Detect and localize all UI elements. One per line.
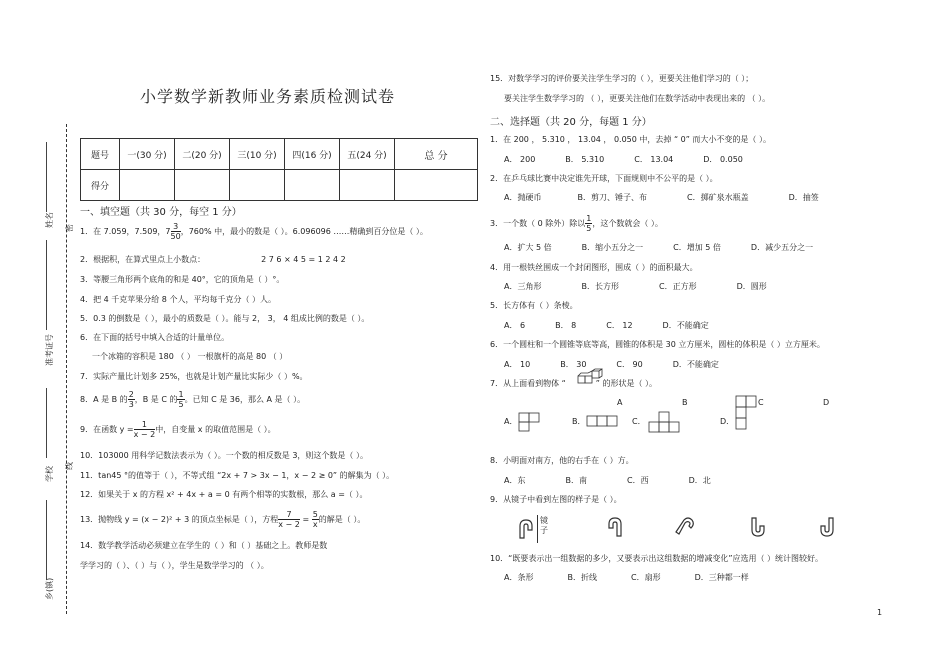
view-option-c-icon	[648, 411, 680, 433]
question-4: 4．把 4 千克苹果分给 8 个人，平均每千克分（ ）人。	[80, 295, 276, 304]
score-header-cell: 题号	[81, 139, 120, 170]
mirror-label: 镜子	[540, 516, 548, 535]
score-header-cell: 总 分	[395, 139, 478, 170]
question-5: 5．0.3 的倒数是（ ），最小的质数是（ ）。能与 2， 3， 4 组成比例的数是（ ）。	[80, 314, 370, 323]
binding-dotted-line	[66, 124, 67, 614]
score-row	[81, 170, 478, 201]
choice-7-option-a-label: A．	[504, 417, 518, 426]
question-7: 7．实际产量比计划多 25%，也就是计划产量比实际少（ ）%。	[80, 372, 308, 381]
line-mark: 线	[65, 462, 74, 470]
choice-1-options: A． 200 B． 5.310 C． 13.04 D． 0.050	[504, 155, 743, 164]
choice-7-option-c-label: C．	[632, 417, 646, 426]
score-row-label: 得分	[81, 170, 120, 201]
town-field-line[interactable]	[46, 500, 47, 580]
question-8: 8．A 是 B 的 $\frac{2}{3}$ ，B 是 C 的 $\frac{1}{5}$ 。已知 C 是 36，那么 A 是（ ）。	[80, 390, 306, 409]
score-cell[interactable]	[230, 170, 285, 201]
score-table	[80, 138, 478, 201]
score-cell[interactable]	[120, 170, 175, 201]
choice-8: 8．小明面对南方，他的右手在（ ）方。	[490, 456, 634, 465]
mirror-option-a-icon	[605, 516, 625, 538]
choice-9: 9．从镜子中看到左图的样子是（ ）。	[490, 495, 622, 504]
page-title: 小学数学新教师业务素质检测试卷	[140, 87, 396, 106]
score-header-cell: 三(10 分)	[230, 139, 285, 170]
name-field-line[interactable]	[46, 142, 47, 212]
choice-6: 6．一个圆柱和一个圆锥等底等高，圆锥的体积是 30 立方厘米，圆柱的体积是（ ）立方厘米。	[490, 340, 825, 349]
cube-object-icon	[576, 368, 604, 386]
choice-10-options: A．条形 B．折线 C．扇形 D．三种都一样	[504, 573, 749, 582]
choice-5-options: A． 6 B． 8 C． 12 D．不能确定	[504, 321, 709, 330]
choice-6-options: A． 10 B． 30 C． 90 D．不能确定	[504, 360, 719, 369]
question-6: 6．在下面的括号中填入合适的计量单位。	[80, 333, 230, 342]
question-11: 11．tan45 °的值等于（ ），不等式组 “2x + 7 > 3x − 1，x − 2 ≥ 0” 的解集为（ ）。	[80, 471, 395, 480]
choice-4: 4．用一根铁丝围成一个封闭图形，围成（ ）的面积最大。	[490, 263, 698, 272]
choice-7: 7．从上面看到物体 “ ” 的形状是（ ）。	[490, 379, 658, 388]
view-option-b-icon	[586, 415, 618, 427]
choice-10: 10．“既要表示出一组数据的多少，又要表示出这组数据的增减变化”应选用（ ）统计图较好。	[490, 554, 824, 563]
question-14-cont: 学学习的（ ）、（ ）与（ ），学生是数学学习的 （ ）。	[80, 561, 269, 570]
question-15: 15．对数学学习的评价要关注学生学习的（ ），更要关注他们学习的（ ）；	[490, 74, 754, 83]
view-option-d-icon	[735, 395, 757, 431]
exam-no-label: 准考证号	[45, 334, 54, 366]
choice-2-options: A．抛硬币 B．剪刀、锤子、布 C．掷矿泉水瓶盖 D．抽签	[504, 193, 819, 202]
choice-7-option-d-label: D．	[720, 417, 735, 426]
score-cell[interactable]	[285, 170, 340, 201]
exam-no-field-line[interactable]	[46, 240, 47, 330]
question-1: 1．在 7.059，7.509，7 $\frac{3}{50}$ ，760% 中，最小的数是（ ）。6.096096 ……精确到百分位是（ ）。	[80, 222, 428, 241]
school-field-line[interactable]	[46, 388, 47, 458]
question-13: 13．抛物线 y = (x − 2)² + 3 的顶点坐标是（ ），方程 $\frac{7}{x - 2}$ = $\frac{5}{x}$ 的解是（ ）。	[80, 510, 366, 529]
choice-8-options: A．东 B．南 C．西 D．北	[504, 476, 711, 485]
question-2: 2．根据积，在算式里点上小数点： 2 7 6 × 4 5 = 1 2 4 2	[80, 255, 346, 264]
hook-shape-icon	[516, 518, 536, 540]
name-label: 姓名	[45, 212, 54, 228]
choice-3-options: A．扩大 5 倍 B．缩小五分之一 C．增加 5 倍 D．减少五分之一	[504, 243, 814, 252]
score-cell[interactable]	[395, 170, 478, 201]
choice-3: 3．一个数（ 0 除外）除以 $\frac{1}{5}$ ，这个数就会（ ）。	[490, 214, 663, 233]
question-9: 9．在函数 y = $\frac{1}{x - 2}$ 中，自变量 x 的取值范围是（ ）。	[80, 420, 276, 439]
score-header-cell: 二(20 分)	[175, 139, 230, 170]
score-header-cell: 五(24 分)	[340, 139, 395, 170]
score-header-row	[81, 139, 478, 170]
score-cell[interactable]	[175, 170, 230, 201]
seal-mark: 密	[65, 224, 74, 232]
fraction: $\frac{3}{50}$	[170, 222, 181, 241]
section2-heading: 二、选择题（共 20 分，每题 1 分）	[490, 117, 652, 128]
question-3: 3．等腰三角形两个底角的和是 40°，它的顶角是（ ）°。	[80, 275, 285, 284]
question-10: 10．103000 用科学记数法表示为（ ）。一个数的相反数是 3，则这个数是（ ）。	[80, 451, 368, 460]
question-14: 14．数学教学活动必须建立在学生的（ ）和（ ）基础之上。教师是数	[80, 541, 328, 550]
mirror-option-d-icon	[817, 516, 837, 538]
choice-2: 2．在乒乓球比赛中决定谁先开球，下面规则中不公平的是（ ）。	[490, 174, 718, 183]
choice-7-letter-b: B	[682, 398, 688, 407]
choice-7-letter-d: D	[823, 398, 830, 407]
question-6-sub: 一个冰箱的容积是 180 （ ） 一根旗杆的高是 80 （ ）	[92, 352, 288, 361]
section1-heading: 一、填空题（共 30 分，每空 1 分）	[80, 207, 242, 218]
mirror-line	[537, 515, 538, 543]
choice-7-letter-c: C	[758, 398, 764, 407]
question-15-cont: 要关注学生数学学习的 （ ），更要关注他们在数学活动中表现出来的 （ ）。	[504, 94, 771, 103]
choice-1: 1．在 200 ， 5.310 ， 13.04 ， 0.050 中，去掉 “ 0” 而大小不变的是（ ）。	[490, 135, 771, 144]
choice-7-option-b-label: B．	[572, 417, 586, 426]
score-header-cell: 一(30 分)	[120, 139, 175, 170]
mirror-option-b-icon	[674, 516, 696, 536]
question-12: 12．如果关于 x 的方程 x² + 4x + a = 0 有两个相等的实数根，那么 a =（ ）。	[80, 490, 368, 499]
score-cell[interactable]	[340, 170, 395, 201]
choice-7-letter-a: A	[617, 398, 623, 407]
town-label: 乡(镇)	[45, 577, 54, 600]
mirror-option-c-icon	[748, 516, 768, 538]
view-option-a-icon	[518, 412, 540, 432]
choice-5: 5．长方体有（ ）条棱。	[490, 301, 578, 310]
choice-4-options: A．三角形 B．长方形 C．正方形 D．圆形	[504, 282, 767, 291]
page-number: 1	[877, 608, 883, 617]
score-header-cell: 四(16 分)	[285, 139, 340, 170]
school-label: 学校	[45, 466, 54, 482]
